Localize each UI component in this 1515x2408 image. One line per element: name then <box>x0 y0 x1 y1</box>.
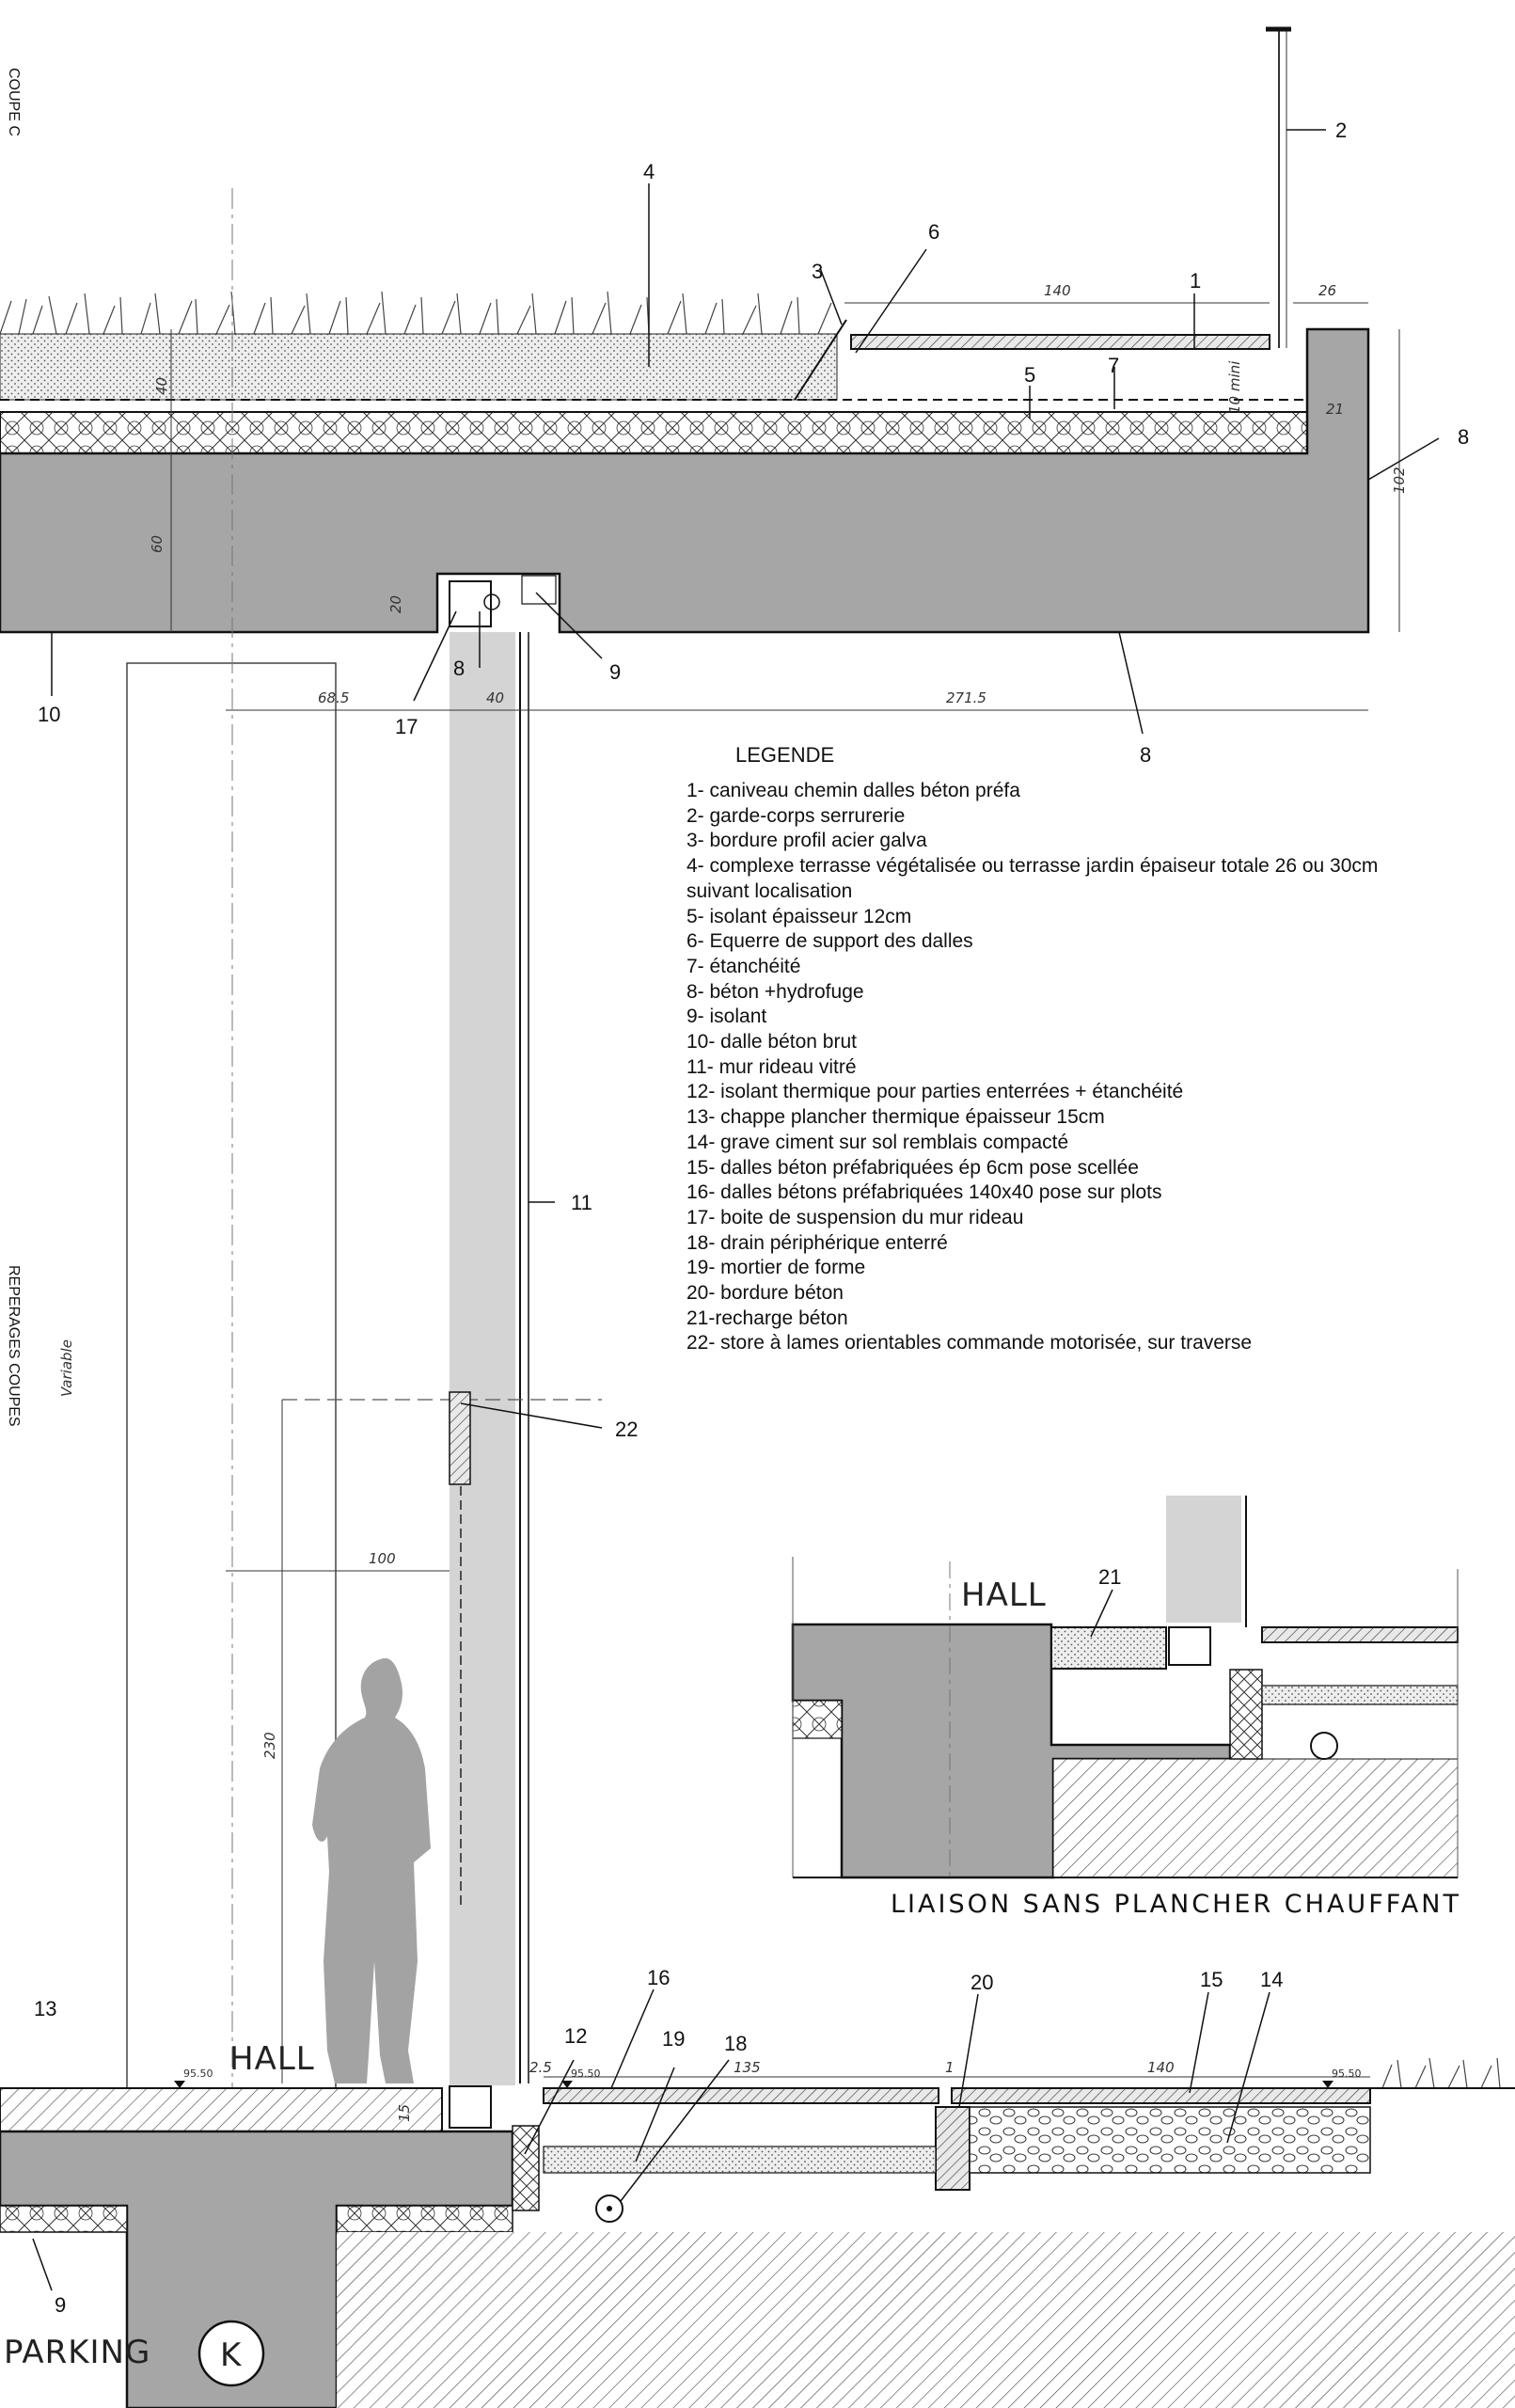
ground-grass <box>1382 2058 1500 2088</box>
vegetation-grass <box>0 292 831 334</box>
legend-item: 21-recharge béton <box>686 1307 848 1329</box>
dim-20: 20 <box>387 594 404 613</box>
legend-item: 19- mortier de forme <box>686 1257 866 1279</box>
room-label-parking: PARKING <box>4 2334 151 2371</box>
callout-5: 5 <box>1024 363 1036 387</box>
callout-17: 17 <box>395 715 418 738</box>
roof-insulation <box>0 412 1307 453</box>
callout-9-parking: 9 <box>55 2293 67 2317</box>
legend-item: 1- caniveau chemin dalles béton préfa <box>686 780 1020 801</box>
callout-1: 1 <box>1190 269 1202 293</box>
legend-item: 15- dalles béton préfabriquées ép 6cm pose scellée <box>686 1156 1139 1179</box>
dim-15: 15 <box>396 2103 413 2122</box>
concrete-edge-border <box>936 2107 970 2190</box>
dim-60: 60 <box>149 534 166 553</box>
detail-drain <box>1311 1733 1337 1759</box>
legend-item: 22- store à lames orientables commande motorisée, sur traverse <box>686 1332 1253 1354</box>
cement-gravel-base <box>970 2107 1370 2173</box>
dim-68-5: 68.5 <box>318 689 350 706</box>
person-silhouette <box>312 1658 431 2083</box>
parking-insulation-left <box>0 2206 127 2232</box>
detail-mortar-bed <box>1262 1686 1458 1704</box>
callout-22: 22 <box>615 1418 639 1441</box>
top-isolant <box>522 576 556 604</box>
legend-item: 5- isolant épaisseur 12cm <box>686 905 912 927</box>
callout-20: 20 <box>971 1971 994 1994</box>
roof-assembly <box>0 28 1368 632</box>
callout-10: 10 <box>38 703 61 726</box>
dim-140-top: 140 <box>1044 282 1071 299</box>
detail-paving-slab <box>1262 1627 1458 1642</box>
callout-18: 18 <box>724 2032 748 2055</box>
grid-axis-letter: K <box>220 2337 243 2374</box>
callout-15: 15 <box>1200 1968 1223 1991</box>
callout-11: 11 <box>571 1191 592 1214</box>
precast-slabs-on-pedestals <box>544 2088 939 2103</box>
legend-item: 6- Equerre de support des dalles <box>686 930 973 953</box>
legend-item: 4- complexe terrasse végétalisée ou terrasse jardin épaiseur totale 26 ou 30cm suivant localisation <box>686 855 1379 902</box>
motorized-blind-box <box>450 1392 470 1484</box>
legend-item: 16- dalles bétons préfabriquées 140x40 pose sur plots <box>686 1181 1162 1204</box>
detail-suspension-box <box>1169 1627 1210 1665</box>
callout-3: 3 <box>812 260 824 283</box>
thermal-screed <box>0 2088 442 2131</box>
dim-10-mini: 10 mini <box>1226 360 1243 414</box>
detail-insulation <box>793 1701 842 1738</box>
callout-8-roof: 8 <box>1458 425 1470 449</box>
detail-liaison <box>793 1496 1458 1877</box>
legend-panel <box>686 743 1420 1356</box>
callout-8-slab: 8 <box>1140 743 1152 767</box>
legend-item: 11- mur rideau vitré <box>686 1055 857 1078</box>
legend-item: 17- boite de suspension du mur rideau <box>686 1206 1024 1228</box>
dim-135: 135 <box>734 2059 761 2076</box>
callout-14: 14 <box>1260 1968 1284 1991</box>
callout-4: 4 <box>643 160 655 183</box>
detail-peripheral-insulation <box>1230 1670 1262 1759</box>
callout-9-roof: 9 <box>609 660 622 684</box>
mortar-bed <box>544 2147 936 2173</box>
bottom-suspension-box <box>450 2086 491 2128</box>
legend-list <box>686 779 1420 1356</box>
legend-item: 2- garde-corps serrurerie <box>686 804 906 827</box>
detail-concrete-recharge <box>1051 1627 1166 1669</box>
callout-2: 2 <box>1335 119 1348 142</box>
dim-230: 230 <box>261 1732 278 1759</box>
legend-item: 7- étanchéité <box>686 955 801 977</box>
callout-8-box: 8 <box>453 657 466 680</box>
side-label-references: REPERAGES COUPES <box>6 1265 22 1427</box>
callout-12: 12 <box>564 2024 588 2048</box>
dim-40: 40 <box>486 689 505 706</box>
callout-13: 13 <box>34 1997 57 2020</box>
callout-16: 16 <box>647 1966 671 1989</box>
callout-21: 21 <box>1098 1565 1122 1589</box>
vegetated-substrate <box>0 334 837 400</box>
dim-2-5: 2.5 <box>529 2059 552 2076</box>
legend-title: LEGENDE <box>735 743 835 767</box>
room-label-hall: HALL <box>229 2040 315 2078</box>
dim-1: 1 <box>945 2059 955 2076</box>
parking-insulation-right <box>337 2206 513 2232</box>
legend-item: 8- béton +hydrofuge <box>686 980 864 1003</box>
gutter-paving-slab <box>851 335 1270 349</box>
callout-6: 6 <box>928 220 940 244</box>
peripheral-insulation <box>513 2126 539 2210</box>
legend-item: 12- isolant thermique pour parties enterrées + étanchéité <box>686 1081 1184 1103</box>
concrete-column-outline <box>127 663 336 2093</box>
level-ground: 95.50 <box>1332 2067 1362 2080</box>
perimeter-drain-center <box>607 2206 612 2211</box>
side-label-section: COUPE C <box>6 68 22 136</box>
ground-hatch <box>337 2232 1515 2408</box>
level-hall: 95.50 <box>183 2067 213 2080</box>
detail-ground-hatch <box>1053 1759 1458 1877</box>
precast-slabs-sealed <box>952 2088 1370 2103</box>
legend-item: 14- grave ciment sur sol remblais compacté <box>686 1131 1069 1153</box>
legend-item: 18- drain périphérique enterré <box>686 1231 948 1254</box>
dim-40-vertical: 40 <box>153 376 170 395</box>
callout-19: 19 <box>662 2027 686 2051</box>
curtain-wall-glazing <box>450 632 515 2085</box>
detail-glazing <box>1166 1496 1241 1623</box>
detail-caption: LIAISON SANS PLANCHER CHAUFFANT <box>891 1890 1461 1919</box>
level-paving: 95.50 <box>571 2067 601 2080</box>
legend-item: 13- chappe plancher thermique épaisseur 15cm <box>686 1106 1105 1129</box>
callout-7: 7 <box>1108 354 1120 377</box>
legend-item: 3- bordure profil acier galva <box>686 830 927 852</box>
dim-271-5: 271.5 <box>946 689 986 706</box>
dim-100: 100 <box>369 1550 396 1567</box>
dim-26: 26 <box>1318 282 1337 299</box>
legend-item: 10- dalle béton brut <box>686 1031 857 1054</box>
legend-item: 20- bordure béton <box>686 1282 844 1305</box>
detail-room-label-hall: HALL <box>961 1576 1047 1614</box>
dim-21: 21 <box>1326 401 1345 418</box>
dim-variable: Variable <box>58 1339 75 1397</box>
dim-102: 102 <box>1391 467 1408 494</box>
dim-140-bottom: 140 <box>1147 2059 1175 2076</box>
legend-item: 9- isolant <box>686 1006 767 1028</box>
